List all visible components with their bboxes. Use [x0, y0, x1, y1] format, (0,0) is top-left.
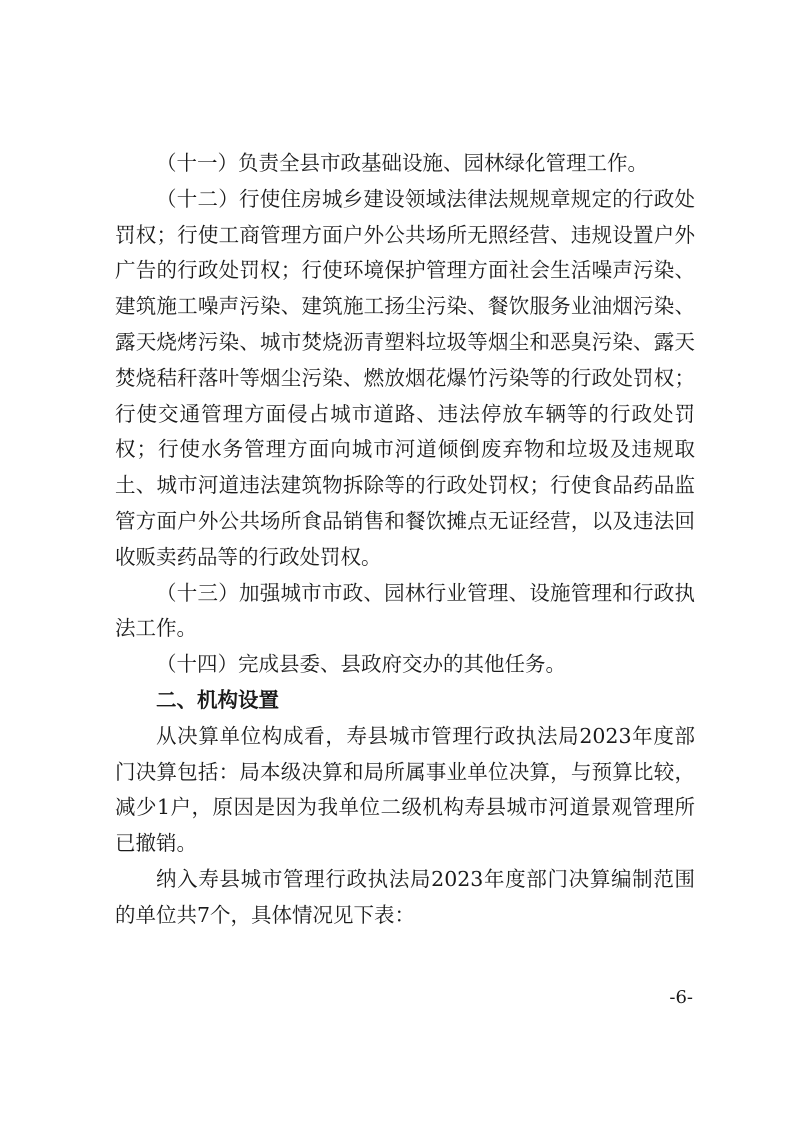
paragraph-scope: 纳入寿县城市管理行政执法局2023年度部门决算编制范围的单位共7个，具体情况见下表：: [115, 866, 695, 927]
paragraph-item-12: （十二）行使住房城乡建设领域法律法规规章规定的行政处罚权；行使工商管理方面户外公共场所无照经营、违规设置户外广告的行政处罚权；行使环境保护管理方面社会生活噪声污染、建筑施工噪声污染、建筑施工扬尘污染、餐饮服务业油烟污染、露天烧烤污染、城市焚烧沥青塑料垃圾等烟尘和恶臭污染、露天焚烧秸秆落叶等烟尘污染、燃放烟花爆竹污染等的行政处罚权；行使交通管理方面侵占城市道路、违法停放车辆等的行政处罚权；行使水务管理方面向城市河道倾倒废弃物和垃圾及违规取土、城市河道违法建筑物拆除等的行政处罚权；行使食品药品监管方面户外公共场所食品销售和餐饮摊点无证经营，以及违法回收贩卖药品等的行政处罚权。: [115, 186, 695, 569]
paragraph-item-14: （十四）完成县委、县政府交办的其他任务。: [156, 652, 566, 677]
page-number: -6-: [669, 987, 693, 1008]
paragraph-item-11: （十一）负责全县市政基础设施、园林绿化管理工作。: [156, 151, 648, 175]
document-body: [115, 146, 695, 934]
paragraph-composition: 从决算单位构成看，寿县城市管理行政执法局2023年度部门决算包括：局本级决算和局所属事业单位决算，与预算比较，减少1户，原因是因为我单位二级机构寿县城市河道景观管理所已撤销。: [115, 723, 695, 856]
section-heading: 二、机构设置: [156, 687, 279, 712]
paragraph-item-13: （十三）加强城市市政、园林行业管理、设施管理和行政执法工作。: [115, 580, 695, 641]
